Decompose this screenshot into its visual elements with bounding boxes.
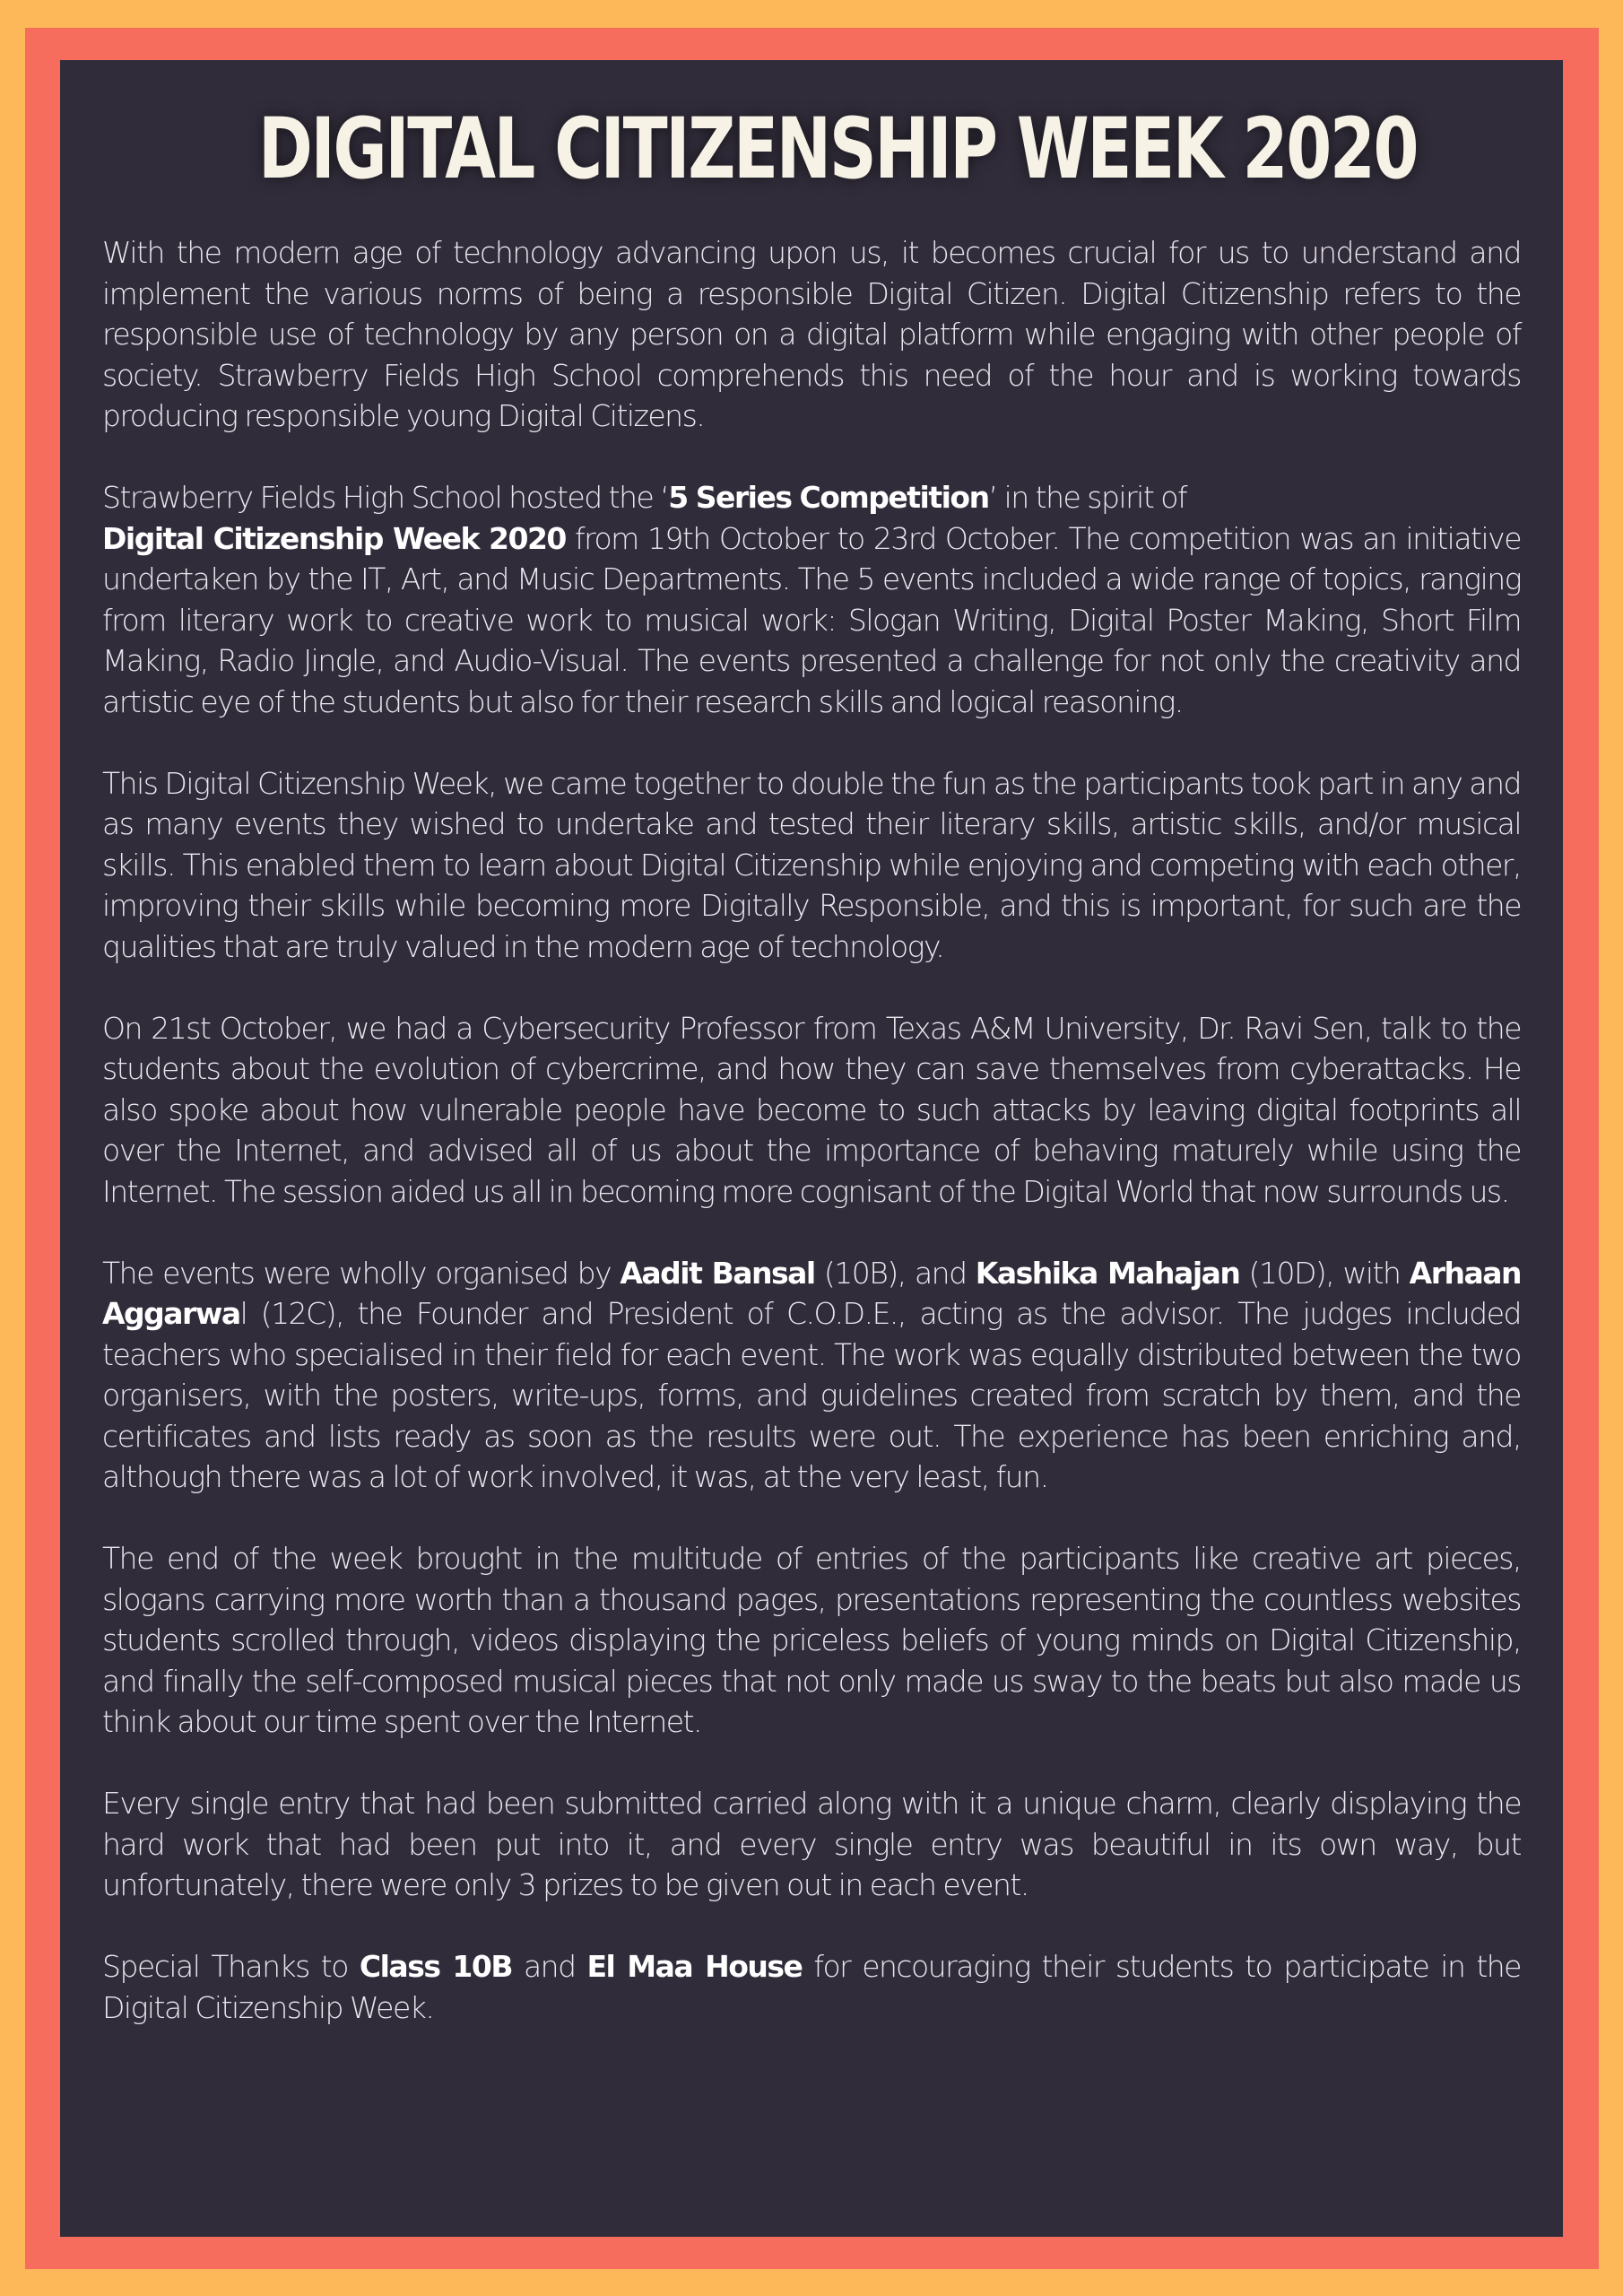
bold-competition-name: 5 Series Competition: [668, 480, 989, 515]
article-body: [102, 232, 1521, 2028]
text-segment: l (12C), the Founder and President of C.O.D.E., acting as the advisor. The judges included teachers who specialised in their field for each event. The work was equally distributed between the two organisers, with the posters, write-ups, forms, and guidelines created from scratch by them, and the certificates and lists ready as soon as the results were out. The experience has been enriching and, although there was a lot of work involved, it was, at the very least, fun.: [102, 1296, 1521, 1494]
content-panel: [60, 60, 1563, 2237]
paragraph-organisers: [102, 1253, 1521, 1498]
paragraph-prizes: Every single entry that had been submitted carried along with it a unique charm, clearly displaying the hard work that had been put into it, and every single entry was beautiful in its own way, but unfortunately, there were only 3 prizes to be given out in each event.: [102, 1786, 1521, 1902]
bold-organiser-name: Aadit Bansal: [620, 1255, 815, 1291]
text-segment: ’ in the spirit of: [988, 480, 1187, 515]
text-segment: (10B), and: [814, 1255, 976, 1291]
paragraph-fun: This Digital Citizenship Week, we came together to double the fun as the participants took part in any and as many events they wished to undertake and tested their literary skills, artistic skills, and/or musical skills. This enabled them to learn about Digital Citizenship while enjoying and competing with each other, improving their skills while becoming more Digitally Responsible, and this is important, for such are the qualities that are truly valued in the modern age of technology.: [102, 765, 1521, 964]
paragraph-thanks: [102, 1946, 1521, 2028]
text-segment: Special Thanks to: [102, 1949, 360, 1984]
page-title: DIGITAL CITIZENSHIP WEEK 2020: [258, 100, 1418, 198]
text-segment: (10D), with: [1239, 1255, 1410, 1291]
paragraph-speaker: On 21st October, we had a Cybersecurity Professor from Texas A&M University, Dr. Ravi Sen, talk to the students about the evolution of cybercrime, and how they can save themselves from cyberattacks. He also spoke about how vulnerable people have become to such attacks by leaving digital footprints all over the Internet, and advised all of us about the importance of behaving maturely while using the Internet. The session aided us all in becoming more cognisant of the Digital World that now surrounds us.: [102, 1010, 1521, 1209]
bold-event-name: Digital Citizenship Week 2020: [102, 520, 566, 556]
paragraph-entries: The end of the week brought in the multitude of entries of the participants like creative art pieces, slogans carrying more worth than a thousand pages, presentations representing the countless websites students scrolled through, videos displaying the priceless beliefs of young minds on Digital Citizenship, and finally the self-composed musical pieces that not only made us sway to the beats but also made us think about our time spent over the Internet.: [102, 1541, 1521, 1739]
bold-house-name: El Maa House: [586, 1949, 803, 1984]
text-segment: and: [512, 1949, 587, 1984]
text-segment: for encouraging their students to participate in the Digital Citizenship Week.: [102, 1949, 1521, 2025]
paragraph-intro: With the modern age of technology advancing upon us, it becomes crucial for us to understand and implement the various norms of being a responsible Digital Citizen. Digital Citizenship refers to the responsible use of technology by any person on a digital platform while engaging with other people of society. Strawberry Fields High School comprehends this need of the hour and is working towards producing responsible young Digital Citizens.: [102, 235, 1521, 433]
text-segment: The events were wholly organised by: [102, 1255, 621, 1291]
text-segment: Strawberry Fields High School hosted the ‘: [102, 480, 669, 515]
paragraph-competition: [102, 477, 1521, 722]
bold-advisor-name: Arhaan Aggarwa: [102, 1255, 1521, 1331]
bold-class-name: Class 10B: [359, 1949, 512, 1984]
competition-first-line: [102, 477, 1521, 518]
bold-organiser-name: Kashika Mahajan: [975, 1255, 1240, 1291]
text-segment: from 19th October to 23rd October. The competition was an initiative undertaken by the IT, Art, and Music Departments. The 5 events included a wide range of topics, ranging from literary work to creative work to musical work: Slogan Writing, Digital Poster Making, Short Film Making, Radio Jingle, and Audio-Visual. The events presented a challenge for not only the creativity and artistic eye of the students but also for their research skills and logical reasoning.: [102, 520, 1521, 719]
